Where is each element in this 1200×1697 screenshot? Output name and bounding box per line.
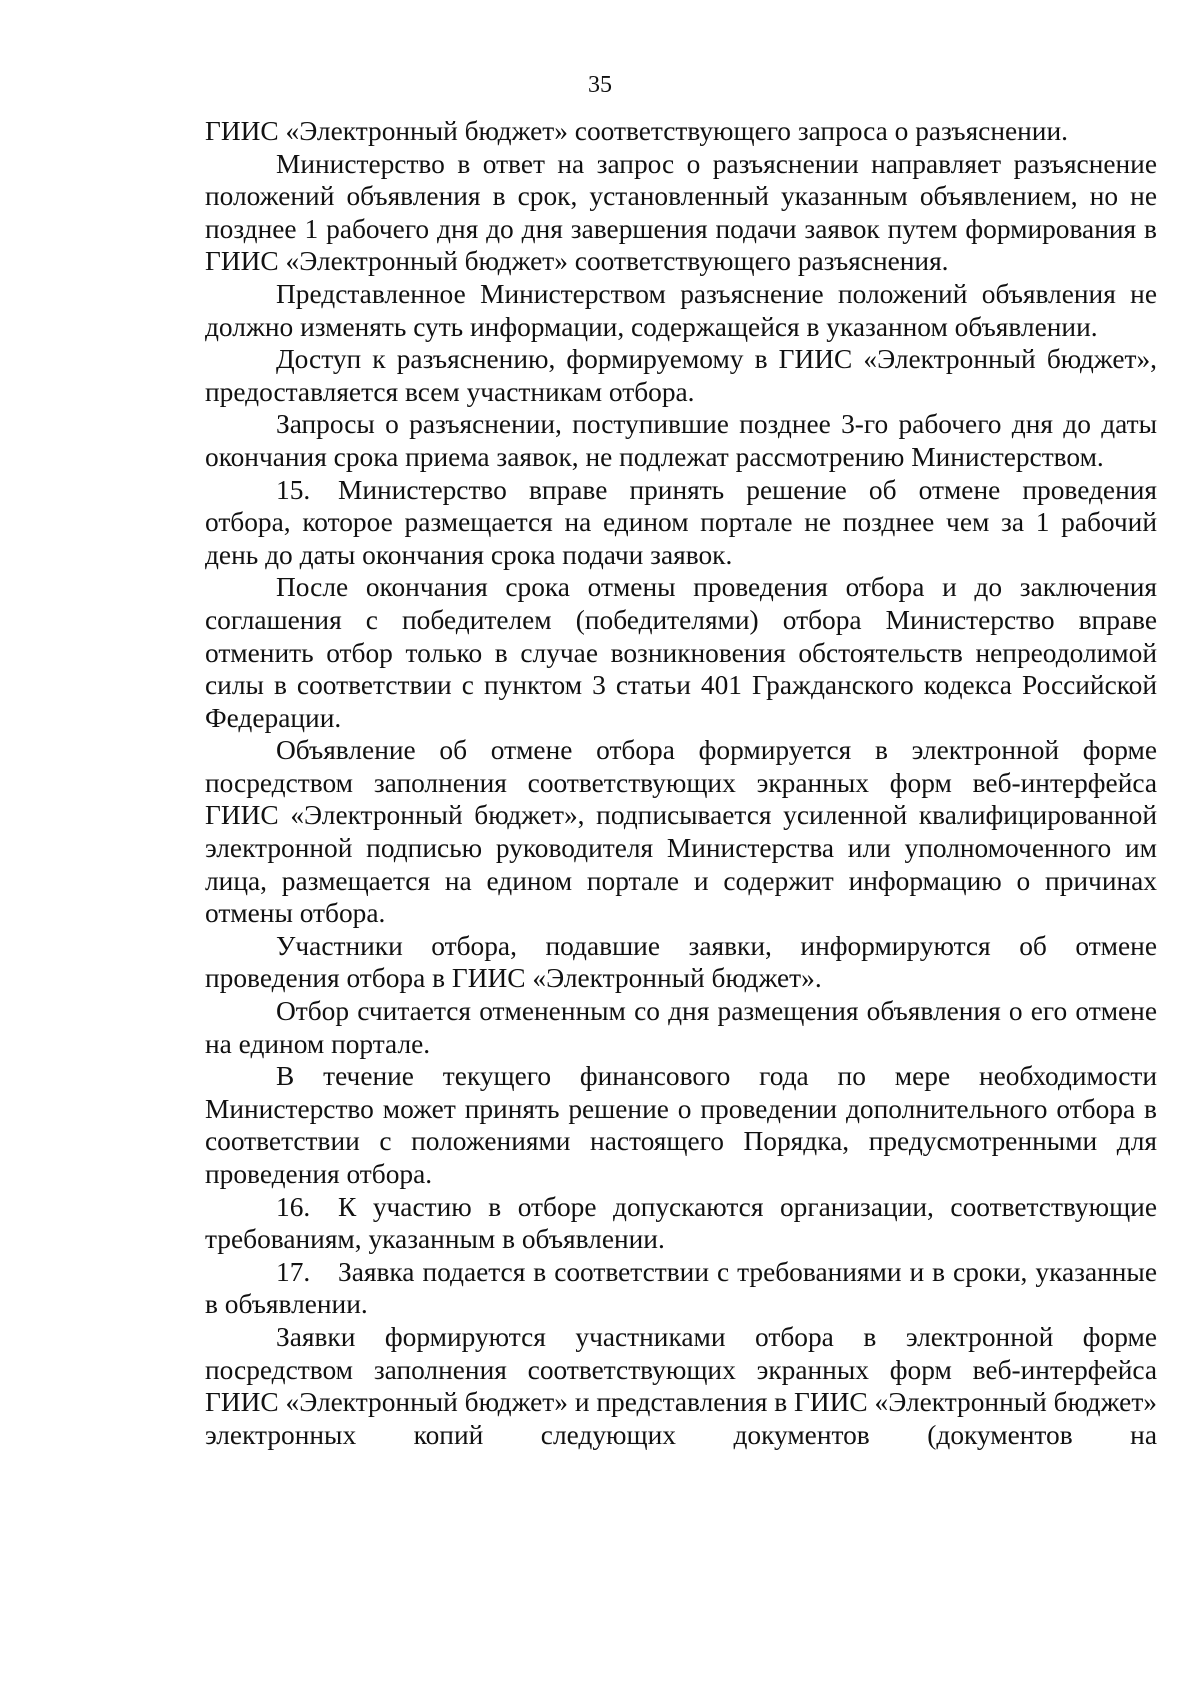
paragraph-text: Отбор считается отмененным со дня размещения объявления о его отмене на едином портале. (205, 996, 1157, 1059)
paragraph (205, 278, 1157, 343)
paragraph (205, 343, 1157, 408)
numbered-paragraph (205, 1191, 1157, 1256)
document-body (205, 115, 1157, 1451)
paragraph-text: ГИИС «Электронный бюджет» соответствующего запроса о разъяснении. (205, 116, 1068, 146)
paragraph-text: Доступ к разъяснению, формируемому в ГИИС «Электронный бюджет», предоставляется всем участникам отбора. (205, 344, 1157, 407)
paragraph (205, 148, 1157, 278)
paragraph-text: К участию в отборе допускаются организации, соответствующие требованиям, указанным в объявлении. (205, 1191, 1157, 1255)
paragraph-text: Участники отбора, подавшие заявки, информируются об отмене проведения отбора в ГИИС «Электронный бюджет». (205, 930, 1157, 994)
paragraph-text: Заявки формируются участниками отбора в электронной форме посредством заполнения соответствующих экранных форм веб-интерфейса ГИИС «Электронный бюджет» и представления в ГИИС «Электронный бюджет» электронных копий следующих документов (документов на (205, 1321, 1157, 1450)
paragraph (205, 734, 1157, 930)
paragraph-text: Заявка подается в соответствии с требованиями и в сроки, указанные в объявлении. (205, 1256, 1157, 1320)
paragraph-number: 16. (276, 1191, 311, 1222)
paragraph-number: 15. (276, 474, 311, 505)
paragraph-text: Объявление об отмене отбора формируется в электронной форме посредством заполнения соответствующих экранных форм веб-интерфейса ГИИС «Электронный бюджет», подписывается усиленной квалифицированной электронной подписью руководителя Министерства или уполномоченного им лица, размещается на едином портале и содержит информацию о причинах отмены отбора. (205, 735, 1157, 929)
paragraph-text: Запросы о разъяснении, поступившие позднее 3-го рабочего дня до даты окончания срока приема заявок, не подлежат рассмотрению Министерством. (205, 409, 1157, 472)
paragraph (205, 115, 1157, 148)
numbered-paragraph (205, 1256, 1157, 1321)
paragraph-text: Представленное Министерством разъяснение положений объявления не должно изменять суть информации, содержащейся в указанном объявлении. (205, 278, 1157, 342)
paragraph-text: В течение текущего финансового года по мере необходимости Министерство может принять решение о проведении дополнительного отбора в соответствии с положениями настоящего Порядка, предусмотренными для проведения отбора. (205, 1061, 1157, 1189)
paragraph (205, 571, 1157, 734)
paragraph-number: 17. (276, 1256, 311, 1287)
paragraph (205, 1321, 1157, 1451)
paragraph (205, 995, 1157, 1060)
paragraph-text: После окончания срока отмены проведения отбора и до заключения соглашения с победителем (победителями) отбора Министерство вправе отменить отбор только в случае возникновения обстоятельств непреодолимой силы в соответствии с пунктом 3 статьи 401 Гражданского кодекса Российской Федерации. (205, 572, 1157, 733)
paragraph (205, 930, 1157, 995)
paragraph (205, 1060, 1157, 1190)
paragraph-text: Министерство в ответ на запрос о разъяснении направляет разъяснение положений объявления в срок, установленный указанным объявлением, но не позднее 1 рабочего дня до дня завершения подачи заявок путем формирования в ГИИС «Электронный бюджет» соответствующего разъяснения. (205, 148, 1157, 277)
paragraph (205, 408, 1157, 473)
numbered-paragraph (205, 474, 1157, 572)
paragraph-text: Министерство вправе принять решение об отмене проведения отбора, которое размещается на едином портале не позднее чем за 1 рабочий день до даты окончания срока подачи заявок. (205, 474, 1157, 570)
page-number: 35 (588, 72, 612, 98)
